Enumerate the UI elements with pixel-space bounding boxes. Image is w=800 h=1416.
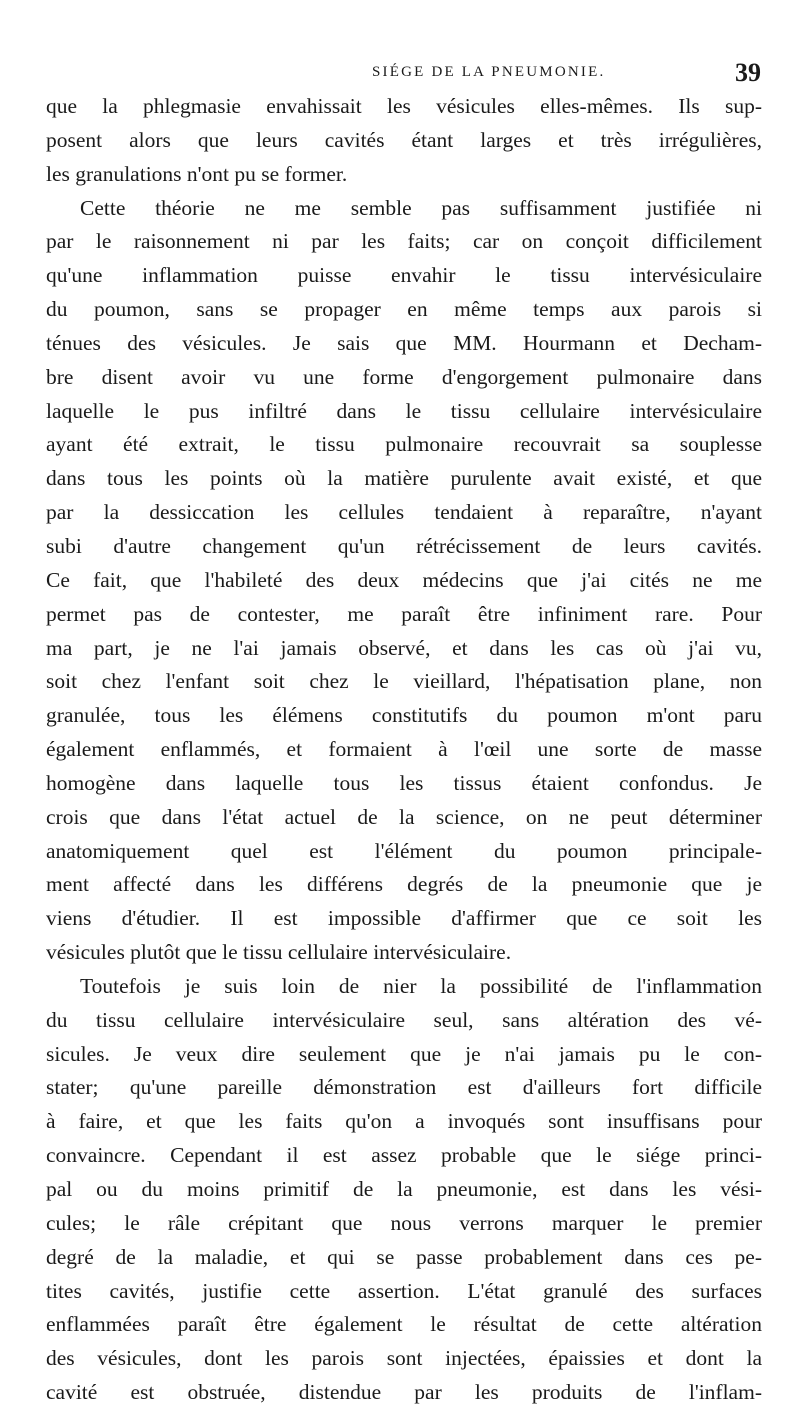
text-line: dans tous les points où la matière purulente avait existé, et que bbox=[46, 466, 762, 491]
text-line: subi d'autre changement qu'un rétrécissement de leurs cavités. bbox=[46, 533, 762, 558]
text-line: soit chez l'enfant soit chez le vieillard, l'hépatisation plane, non bbox=[46, 669, 762, 694]
text-line: convaincre. Cependant il est assez probable que le siége princi- bbox=[46, 1143, 762, 1168]
text-line: du poumon, sans se propager en même temps aux parois si bbox=[46, 297, 762, 322]
text-line: par la dessiccation les cellules tendaient à reparaître, n'ayant bbox=[46, 500, 762, 525]
text-line: cavité est obstruée, distendue par les produits de l'inflam- bbox=[46, 1380, 762, 1405]
text-line: ment affecté dans les différens degrés de la pneumonie que je bbox=[46, 872, 762, 897]
text-line: viens d'étudier. Il est impossible d'affirmer que ce soit les bbox=[46, 906, 762, 931]
text-line: pal ou du moins primitif de la pneumonie, est dans les vési- bbox=[46, 1177, 762, 1201]
text-line: les granulations n'ont pu se former. bbox=[46, 161, 348, 186]
text-line: du tissu cellulaire intervésiculaire seul, sans altération des vé- bbox=[46, 1007, 762, 1032]
text-line: qu'une inflammation puisse envahir le tissu intervésiculaire bbox=[46, 263, 762, 288]
text-line: par le raisonnement ni par les faits; car on conçoit difficilement bbox=[46, 229, 762, 254]
paragraph-start-line: Cette théorie ne me semble pas suffisamment justifiée ni bbox=[80, 195, 762, 220]
text-line: granulée, tous les élémens constitutifs du poumon m'ont paru bbox=[46, 703, 762, 728]
text-line: anatomiquement quel est l'élément du poumon principale- bbox=[46, 838, 762, 863]
text-line: crois que dans l'état actuel de la science, on ne peut déterminer bbox=[46, 804, 762, 829]
text-line: posent alors que leurs cavités étant larges et très irrégulières, bbox=[46, 127, 762, 152]
page-number: 39 bbox=[735, 58, 761, 87]
text-line: bre disent avoir vu une forme d'engorgement pulmonaire dans bbox=[46, 364, 762, 389]
running-title: SIÉGE DE LA PNEUMONIE. bbox=[372, 64, 606, 80]
text-line: cules; le râle crépitant que nous verrons marquer le premier bbox=[46, 1210, 762, 1235]
text-line: vésicules plutôt que le tissu cellulaire intervésiculaire. bbox=[46, 940, 512, 965]
text-line: laquelle le pus infiltré dans le tissu cellulaire intervésiculaire bbox=[46, 398, 762, 423]
text-line: également enflammés, et formaient à l'œil une sorte de masse bbox=[46, 737, 762, 762]
text-line: des vésicules, dont les parois sont injectées, épaissies et dont la bbox=[46, 1346, 762, 1371]
text-line: degré de la maladie, et qui se passe probablement dans ces pe- bbox=[46, 1244, 762, 1269]
text-line: permet pas de contester, me paraît être infiniment rare. Pour bbox=[46, 601, 762, 626]
text-line: ma part, je ne l'ai jamais observé, et dans les cas où j'ai vu, bbox=[46, 635, 762, 660]
paragraph-start-line: Toutefois je suis loin de nier la possibilité de l'inflammation bbox=[80, 973, 762, 998]
text-line: homogène dans laquelle tous les tissus étaient confondus. Je bbox=[46, 770, 762, 795]
text-line: que la phlegmasie envahissait les vésicules elles-mêmes. Ils sup- bbox=[46, 94, 762, 118]
text-line: ténues des vésicules. Je sais que MM. Hourmann et Decham- bbox=[46, 330, 762, 355]
text-line: enflammées paraît être également le résultat de cette altération bbox=[46, 1312, 762, 1337]
text-line: tites cavités, justifie cette assertion. L'état granulé des surfaces bbox=[46, 1278, 762, 1303]
running-head bbox=[0, 58, 800, 88]
text-line: ayant été extrait, le tissu pulmonaire recouvrait sa souplesse bbox=[46, 432, 762, 457]
text-line: à faire, et que les faits qu'on a invoqués sont insuffisans pour bbox=[46, 1109, 762, 1134]
text-line: sicules. Je veux dire seulement que je n'ai jamais pu le con- bbox=[46, 1041, 762, 1066]
text-line: stater; qu'une pareille démonstration est d'ailleurs fort difficile bbox=[46, 1075, 762, 1100]
body-text bbox=[46, 90, 762, 1410]
text-line: Ce fait, que l'habileté des deux médecins que j'ai cités ne me bbox=[46, 567, 762, 592]
